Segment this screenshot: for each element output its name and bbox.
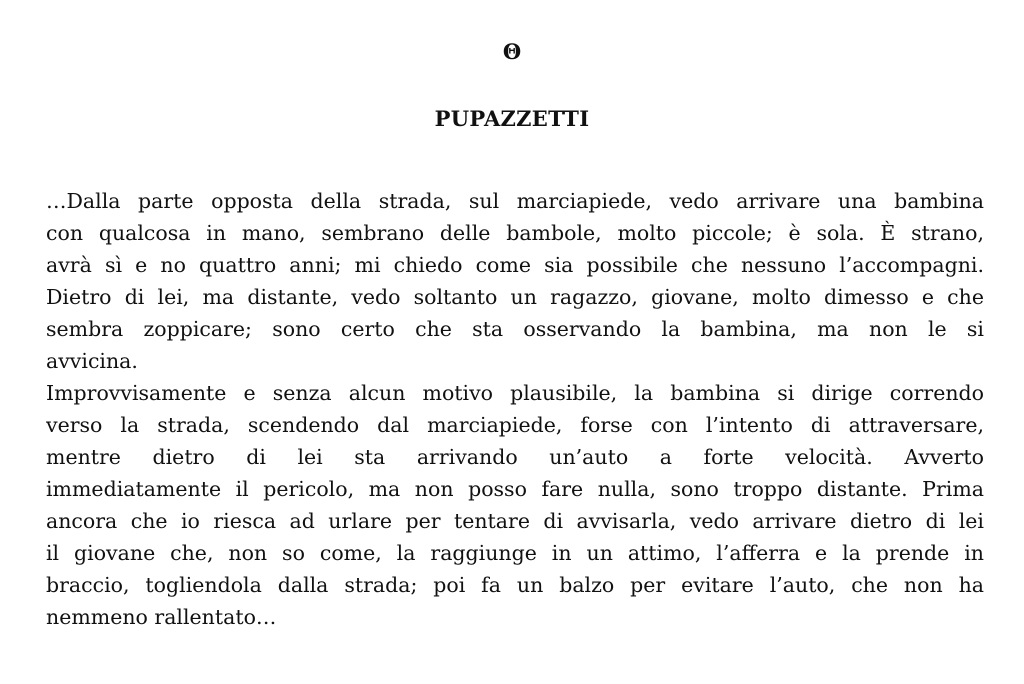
text-line: ancora che io riesca ad urlare per tentare di avvisarla, vedo arrivare dietro di lei [46, 509, 984, 533]
section-symbol: Θ [502, 39, 522, 64]
text-line: …Dalla parte opposta della strada, sul marciapiede, vedo arrivare una bambina [46, 189, 984, 213]
text-line: Dietro di lei, ma distante, vedo soltanto un ragazzo, giovane, molto dimesso e che [46, 285, 984, 309]
text-line: avrà sì e no quattro anni; mi chiedo come sia possibile che nessuno l’accompagni. [46, 253, 984, 277]
text-line: avvicina. [46, 349, 138, 373]
body-text [46, 185, 984, 633]
text-line: sembra zoppicare; sono certo che sta osservando la bambina, ma non le si [46, 317, 984, 341]
text-line: Improvvisamente e senza alcun motivo plausibile, la bambina si dirige correndo [46, 381, 984, 405]
text-line: immediatamente il pericolo, ma non posso fare nulla, sono troppo distante. Prima [46, 477, 984, 501]
text-line: verso la strada, scendendo dal marciapiede, forse con l’intento di attraversare, [46, 413, 984, 437]
text-line: nemmeno rallentato… [46, 605, 277, 629]
text-line: braccio, togliendola dalla strada; poi fa un balzo per evitare l’auto, che non ha [46, 573, 984, 597]
text-line: con qualcosa in mano, sembrano delle bambole, molto piccole; è sola. È strano, [46, 221, 984, 245]
text-line: mentre dietro di lei sta arrivando un’auto a forte velocità. Avverto [46, 445, 984, 469]
page-title: PUPAZZETTI [434, 106, 590, 131]
text-line: il giovane che, non so come, la raggiunge in un attimo, l’afferra e la prende in [46, 541, 984, 565]
